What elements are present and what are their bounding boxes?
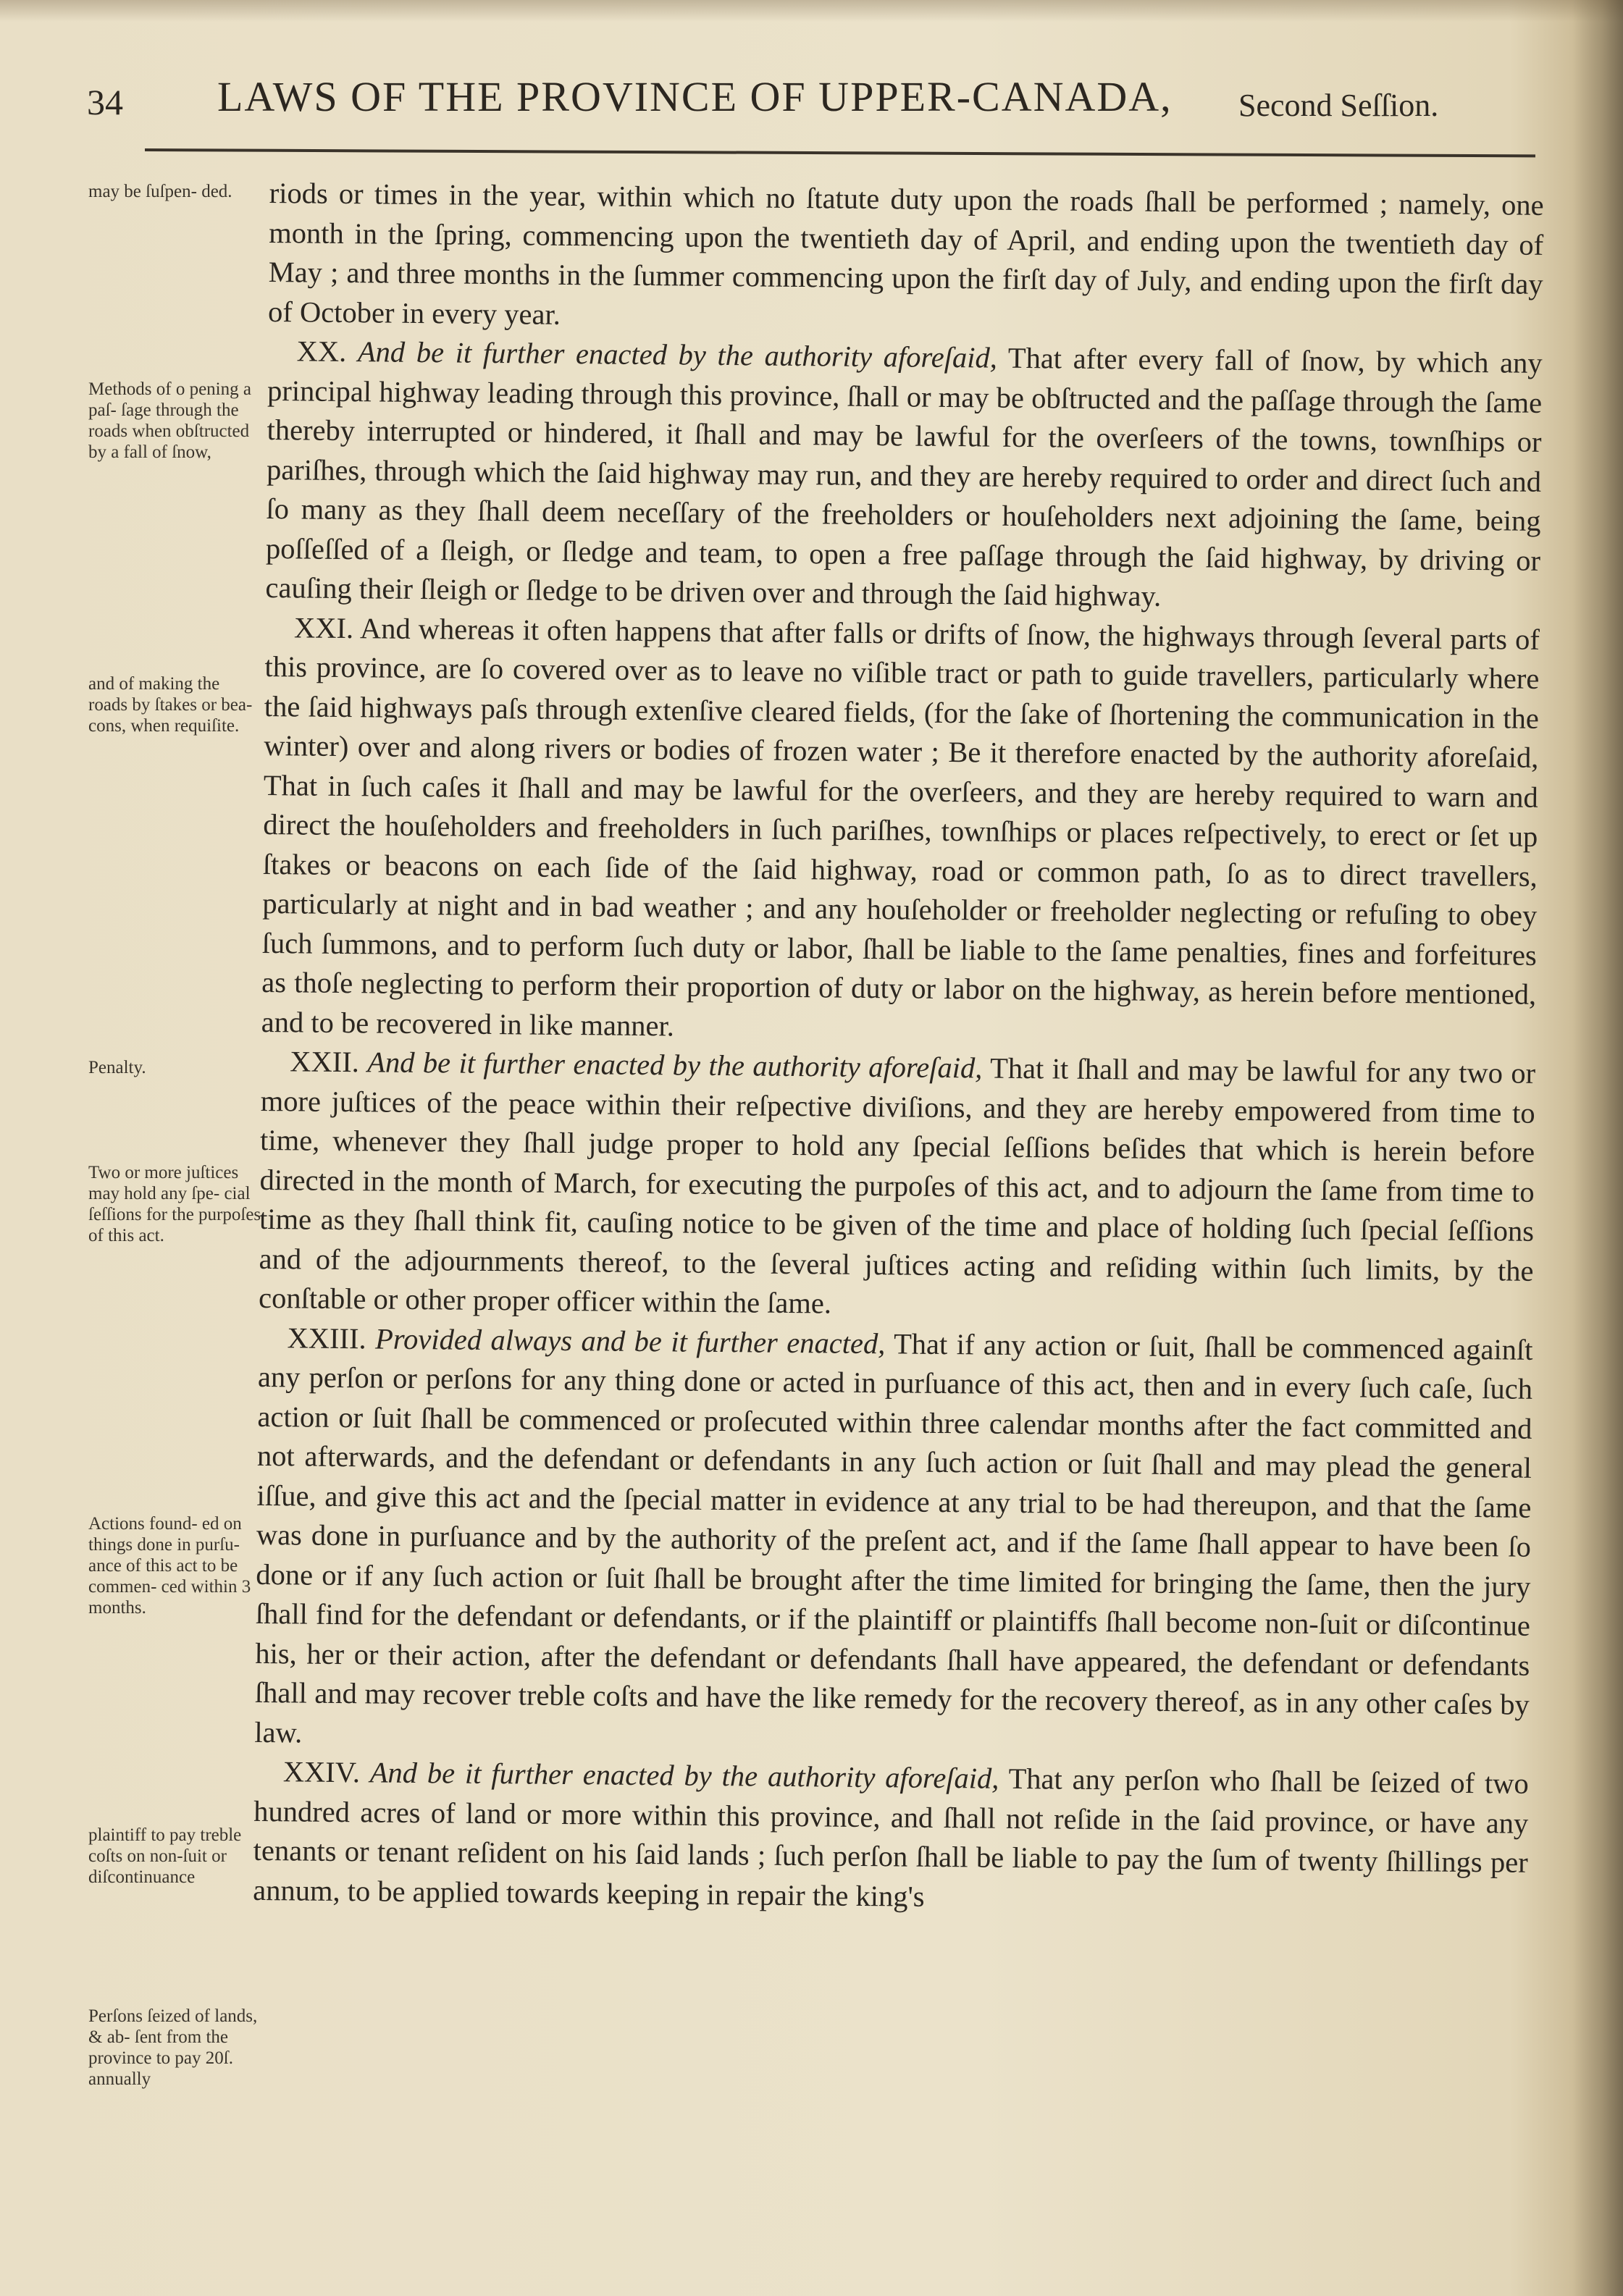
- margin-note: may be ſuſpen- ded.: [88, 182, 232, 201]
- body-text: [249, 174, 1544, 2286]
- page-header: [87, 72, 1499, 138]
- enacting-clause: And be it further enacted by the authority aforeſaid,: [369, 1756, 999, 1795]
- paragraph: [254, 1318, 1533, 1764]
- running-title: LAWS OF THE PROVINCE OF UPPER-CANADA,: [217, 73, 1173, 120]
- paragraph: [253, 1752, 1529, 1922]
- paragraph: [259, 1042, 1536, 1330]
- paragraph-text: And whereas it often happens that after falls or drifts of ſnow, the highways through ſeveral parts of this province, are ſo covered over as to leave no viſible tract or path to guide travellers, particularly where the ſaid highways paſs through extenſive cleared fields, (for the ſake of ſhortening the communication in the winter) over and along rivers or bodies of frozen water ; Be it therefore enacted by the authority aforeſaid, That in ſuch caſes it ſhall and may be lawful for the overſeers, and they are hereby required to warn and direct the houſeholders and freeholders in ſuch pariſhes, townſhips or places reſpectively, to erect or ſet up ſtakes or beacons on each ſide of the ſaid highway, road or common path, ſo as to direct travellers, particularly at night and in bad weather ; and any houſeholder or freeholder neglecting or refuſing to obey ſuch ſummons, and to perform ſuch duty or labor, ſhall be liable to the ſame penalties, fines and forfeitures as thoſe neglecting to perform their proportion of duty or labor on the highway, as herein before mentioned, and to be recovered in like manner.: [261, 611, 1540, 1042]
- page-number: 34: [87, 82, 123, 122]
- margin-note: Perſons ſeized of lands, & ab- ſent from the province to pay 20ſ. annually: [88, 2006, 258, 2089]
- margin-note: Methods of o pening a paſ- ſage through the roads when obſtructed by a fall of ſnow,: [88, 379, 251, 462]
- paragraph: [265, 332, 1543, 620]
- paragraph-text: That after every fall of ſnow, by which any principal highway leading through this province, ſhall or may be obſtructed and the paſſage through the ſame thereby interrupted or hindered, it ſhall and may be lawful for the overſeers of the towns, townſhips or pariſhes, through which the ſaid highway may run, and they are hereby required to order and direct ſuch and ſo many as they ſhall deem neceſſary of the freeholders or houſeholders next adjoining the ſame, being poſſeſſed of a ſleigh, or ſledge and team, to open a free paſſage through the ſaid highway, by driving or cauſing their ſleigh or ſledge to be driven over and through the ſaid highway.: [265, 341, 1543, 613]
- paragraph: [268, 174, 1544, 344]
- margin-note: Penalty.: [88, 1058, 146, 1077]
- section-number: XXII.: [290, 1045, 360, 1079]
- enacting-clause: Provided always and be it further enacted,: [374, 1321, 886, 1360]
- section-number: XXIV.: [282, 1755, 361, 1789]
- margin-note: Two or more juſtices may hold any ſpe- cial ſeſſions for the purpoſes of this act.: [88, 1163, 261, 1245]
- paragraph-text: That it ſhall and may be lawful for any two or more juſtices of the peace within their reſpective diviſions, and they are hereby empowered from time to time, whenever they ſhall judge proper to hold any ſpecial ſeſſions beſides that which is herein before directed in the month of March, for executing the purpoſes of this act, and to adjourn the ſame from time to time as they ſhall think fit, cauſing notice to be given of the time and place of holding ſuch ſpecial ſeſſions and of the adjournments thereof, to the ſeveral juſtices acting and reſiding within ſuch limits, by the conſtable or other proper officer within the ſame.: [258, 1051, 1536, 1320]
- book-spine-shadow: [1572, 0, 1623, 2296]
- page-top-edge: [0, 0, 1623, 22]
- paragraph-text: riods or times in the year, within which no ſtatute duty upon the roads ſhall be performed ; namely, one month in the ſpring, commencing upon the twentieth day of April, and ending upon the twentieth day of May ; and three months in the ſummer commencing upon the firſt day of July, and ending upon the firſt day of October in every year.: [267, 176, 1544, 331]
- margin-note: Actions found- ed on things done in purſu- ance of this act to be commen- ced within 3 months.: [88, 1514, 251, 1618]
- section-number: XX.: [296, 335, 347, 369]
- margin-note: plaintiff to pay treble coſts on non-ſuit or diſcontinuance: [88, 1825, 242, 1887]
- margin-note: and of making the roads by ſtakes or bea- cons, when requiſite.: [88, 674, 253, 736]
- section-number: XXIII.: [287, 1321, 366, 1355]
- session-label: Second Seſſion.: [1238, 88, 1439, 123]
- paragraph: [261, 607, 1540, 1054]
- paragraph-text: That if any action or ſuit, ſhall be commenced againſt any perſon or perſons for any thing done or acted in purſuance of this act, then and in every ſuch caſe, ſuch action or ſuit ſhall be commenced or proſecuted within three calendar months after the fact committed and not afterwards, and the defendant or defendants in any ſuch action or ſuit ſhall and may plead the general iſſue, and give this act and the ſpecial matter in evidence at any trial to be had thereupon, and that the ſame was done in purſuance and by the authority of the preſent act, and if the ſame ſhall appear to have been ſo done or if any ſuch action or ſuit ſhall be brought after the time limited for bringing the ſame, then the jury ſhall find for the defendant or defendants, or if the plaintiff or plaintiffs ſhall become non-ſuit or diſcontinue his, her or their action, after the defendant or defendants ſhall have appeared, the defendant or defendants ſhall and may recover treble coſts and have the like remedy for the recovery thereof, as in any other caſes by law.: [254, 1326, 1533, 1749]
- enacting-clause: And be it further enacted by the authority aforeſaid,: [367, 1046, 983, 1085]
- margin-notes: [88, 181, 262, 2281]
- paragraph-text: That any perſon who ſhall be ſeized of two hundred acres of land or more within this province, and ſhall not reſide in the ſaid province, or have any tenants or tenant reſident on his ſaid lands ; ſuch perſon ſhall be liable to pay the ſum of twenty ſhillings per annum, to be applied towards keeping in repair the king's: [253, 1762, 1529, 1913]
- section-number: XXI.: [293, 610, 354, 644]
- enacting-clause: And be it further enacted by the authority aforeſaid,: [357, 335, 998, 374]
